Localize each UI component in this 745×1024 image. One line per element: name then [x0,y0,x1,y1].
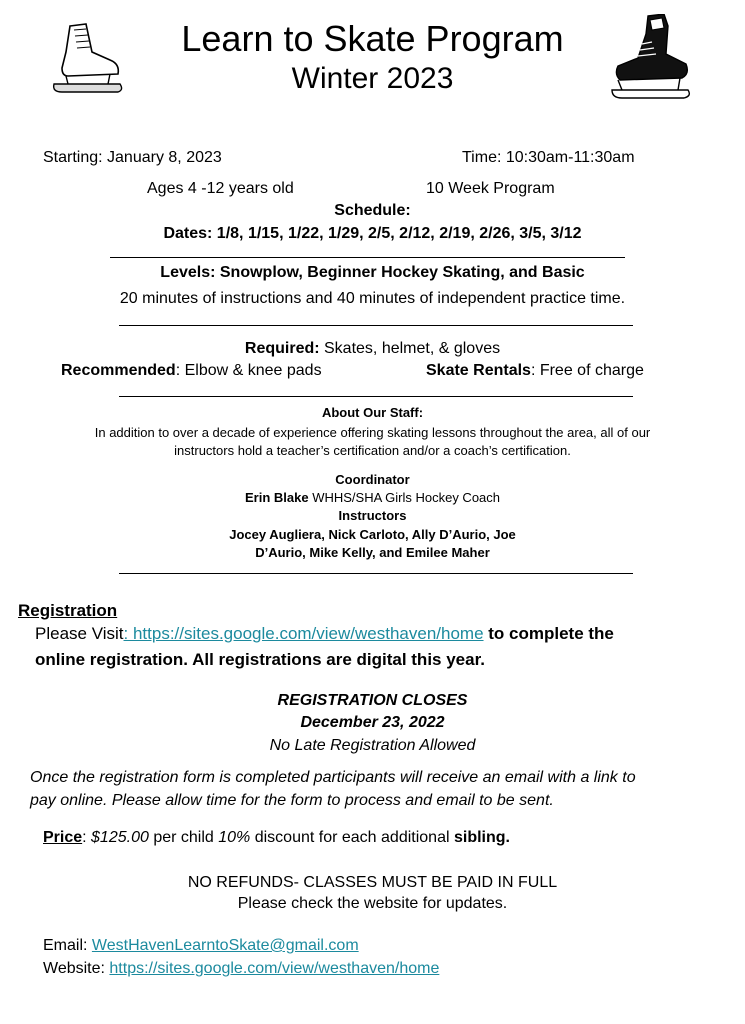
coordinator-name: Erin Blake [244,490,309,505]
rentals-label: Skate Rentals [426,362,531,379]
page-title: Learn to Skate Program [181,18,564,59]
divider [119,573,633,574]
sibling-text: sibling. [453,829,510,846]
program-length: 10 Week Program [426,180,555,197]
staff-description: In addition to over a decade of experience offering skating lessons throughout the area, all of our [94,425,651,440]
payment-note: Once the registration form is completed participants will receive an email with a link to [30,769,636,786]
recommended-equipment [61,362,322,380]
email-label: Email: [43,937,92,954]
start-date: Starting: January 8, 2023 [43,149,222,166]
registration-closes-date: December 23, 2022 [300,714,445,731]
required-label: Required: [244,340,320,357]
instructors-label: Instructors [338,508,407,523]
required-equipment [0,340,745,358]
skill-levels: Levels: Snowplow, Beginner Hockey Skating, and Basic [160,264,585,281]
registration-closes-label: REGISTRATION CLOSES [277,692,468,709]
website-label: Website: [43,960,110,977]
required-value: Skates, helmet, & gloves [319,340,501,357]
divider [119,396,633,397]
page-subtitle: Winter 2023 [291,62,454,95]
session-time: Time: 10:30am-11:30am [462,149,635,166]
discount-text: discount for each additional [250,829,454,846]
schedule-dates: Dates: 1/8, 1/15, 1/22, 1/29, 2/5, 2/12, 2/19, 2/26, 3/5, 3/12 [163,225,582,242]
instructors-list: Jocey Augliera, Nick Carloto, Ally D’Aurio, Joe [229,527,516,542]
visit-prefix: Please Visit [35,624,124,643]
rentals-value: : Free of charge [530,362,644,379]
registration-note: online registration. All registrations are digital this year. [35,650,485,669]
instructors-list: D’Aurio, Mike Kelly, and Emilee Maher [255,545,490,560]
discount-percent: 10% [218,829,251,846]
age-range: Ages 4 -12 years old [147,180,294,197]
contact-website [43,960,439,978]
price-line [43,829,510,847]
registration-instructions [35,624,614,644]
website-link[interactable]: https://sites.google.com/view/westhaven/home [109,960,440,977]
staff-description: instructors hold a teacher’s certification and/or a coach’s certification. [174,443,571,458]
recommended-label: Recommended [61,362,176,379]
staff-heading: About Our Staff: [321,405,424,420]
divider [119,325,633,326]
contact-email [43,937,359,955]
registration-link[interactable]: : https://sites.google.com/view/westhaven/home [123,624,484,643]
registration-heading: Registration [18,601,118,620]
price-amount: $125.00 [91,829,149,846]
coordinator [0,490,745,505]
visit-suffix: to complete the [483,624,614,643]
updates-notice: Please check the website for updates. [237,895,508,912]
email-link[interactable]: WestHavenLearntoSkate@gmail.com [91,937,359,954]
no-late-registration: No Late Registration Allowed [269,737,476,754]
no-refunds-notice: NO REFUNDS- CLASSES MUST BE PAID IN FULL [187,874,558,891]
recommended-value: : Elbow & knee pads [175,362,322,379]
coordinator-label: Coordinator [335,472,410,487]
payment-note: pay online. Please allow time for the form to process and email to be sent. [30,792,554,809]
price-colon: : [82,829,92,846]
divider [110,257,625,258]
coordinator-title: WHHS/SHA Girls Hockey Coach [308,490,501,505]
price-per-child: per child [148,829,219,846]
skate-rentals [426,362,644,380]
price-label: Price [43,829,83,846]
schedule-label: Schedule: [334,202,411,219]
session-format: 20 minutes of instructions and 40 minutes of independent practice time. [119,290,626,307]
